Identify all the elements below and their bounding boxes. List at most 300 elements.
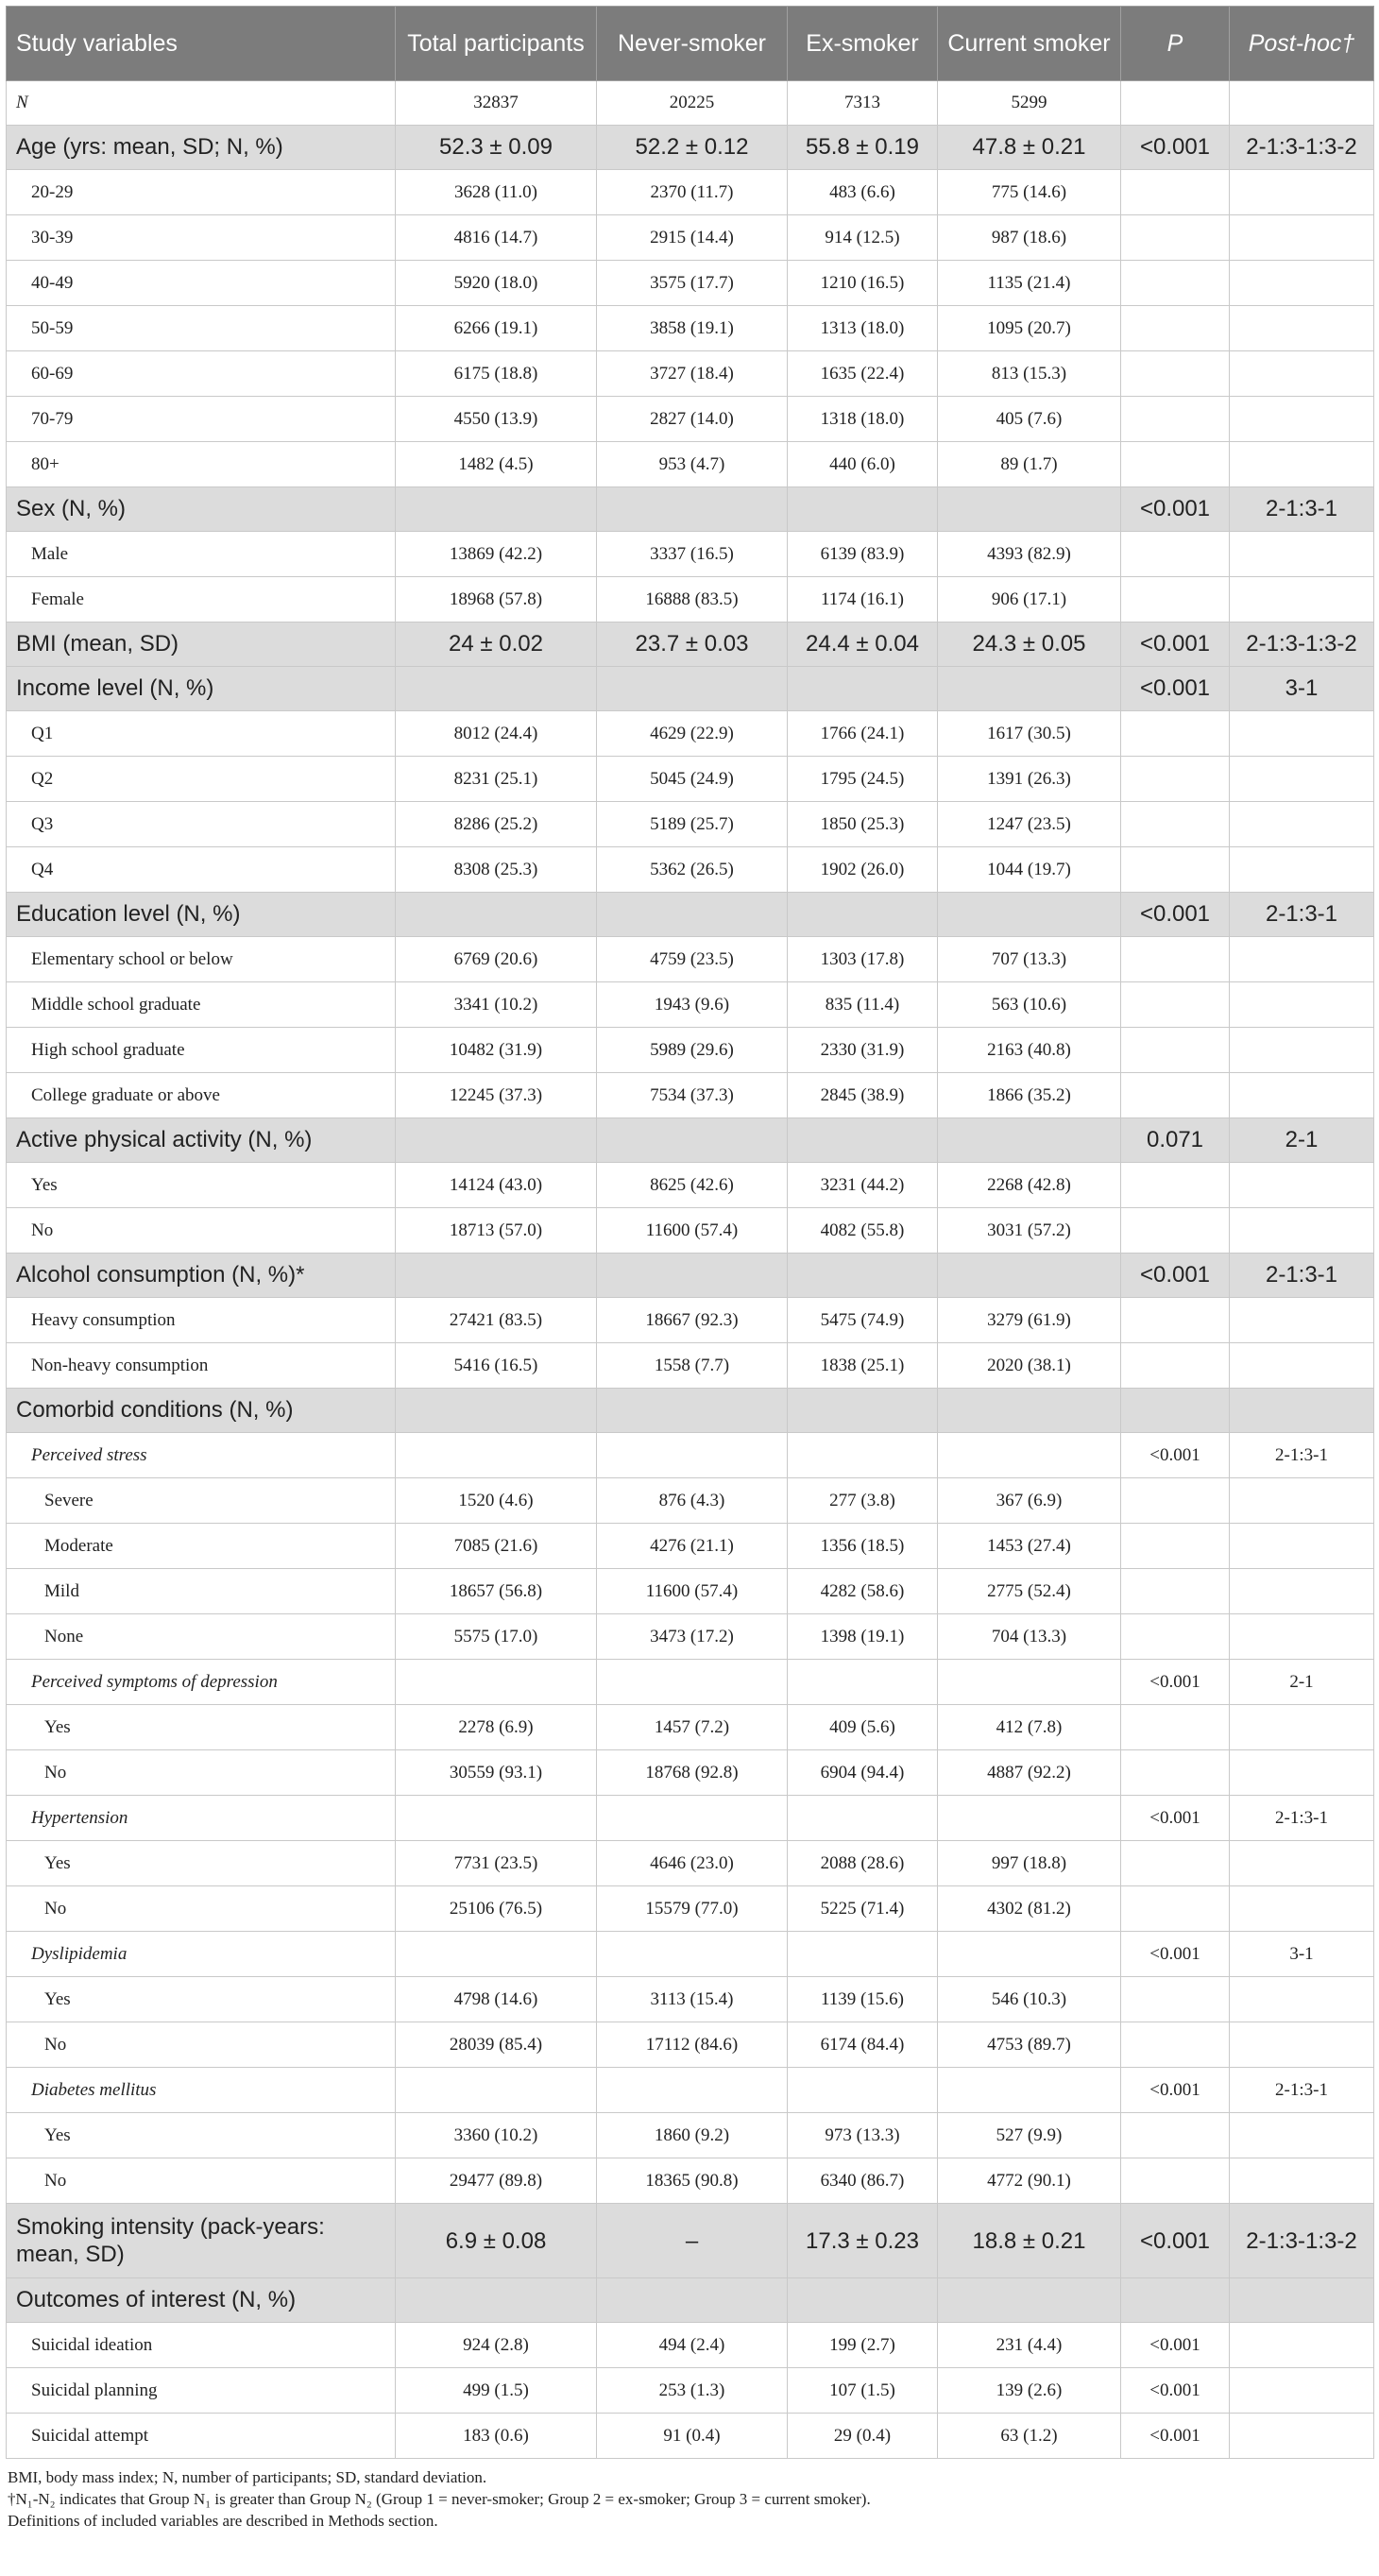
- cell-posthoc: [1230, 261, 1374, 306]
- cell-total: 8231 (25.1): [396, 757, 597, 802]
- row-label: Yes: [7, 1705, 396, 1750]
- cell-ex: 3231 (44.2): [788, 1163, 938, 1208]
- cell-posthoc: [1230, 215, 1374, 261]
- cell-never: 253 (1.3): [597, 2368, 788, 2414]
- cell-ex: 55.8 ± 0.19: [788, 126, 938, 170]
- row-label: Severe: [7, 1478, 396, 1524]
- cell-total: [396, 1389, 597, 1433]
- cell-ex: [788, 2068, 938, 2113]
- cell-total: 25106 (76.5): [396, 1886, 597, 1932]
- table-row: [7, 306, 1374, 351]
- cell-never: 3727 (18.4): [597, 351, 788, 397]
- cell-never: 11600 (57.4): [597, 1208, 788, 1254]
- cell-current: [938, 1389, 1121, 1433]
- row-label: N: [7, 81, 396, 126]
- cell-current: 1044 (19.7): [938, 847, 1121, 893]
- cell-current: 4753 (89.7): [938, 2022, 1121, 2068]
- cell-current: [938, 1118, 1121, 1163]
- cell-p: [1121, 2158, 1230, 2204]
- cell-never: [597, 893, 788, 937]
- cell-posthoc: 2-1:3-1:3-2: [1230, 623, 1374, 667]
- row-label: No: [7, 1208, 396, 1254]
- cell-total: 5416 (16.5): [396, 1343, 597, 1389]
- cell-posthoc: [1230, 847, 1374, 893]
- cell-ex: 409 (5.6): [788, 1705, 938, 1750]
- row-label: Q3: [7, 802, 396, 847]
- cell-current: [938, 1660, 1121, 1705]
- cell-total: 924 (2.8): [396, 2323, 597, 2368]
- cell-p: [1121, 1163, 1230, 1208]
- table-row-n: [7, 81, 1374, 126]
- section-smoking: [7, 2204, 1374, 2278]
- cell-never: 4276 (21.1): [597, 1524, 788, 1569]
- cell-p: [1121, 1614, 1230, 1660]
- row-label: Suicidal planning: [7, 2368, 396, 2414]
- cell-p: [1121, 2022, 1230, 2068]
- cell-ex: 277 (3.8): [788, 1478, 938, 1524]
- cell-p: <0.001: [1121, 2204, 1230, 2278]
- cell-ex: 6139 (83.9): [788, 532, 938, 577]
- row-label: No: [7, 2158, 396, 2204]
- row-label: Male: [7, 532, 396, 577]
- cell-p: [1121, 1977, 1230, 2022]
- row-label: Perceived symptoms of depression: [7, 1660, 396, 1705]
- section-comorbid: [7, 1389, 1374, 1433]
- cell-ex: 4282 (58.6): [788, 1569, 938, 1614]
- cell-total: [396, 2278, 597, 2323]
- cell-p: <0.001: [1121, 2323, 1230, 2368]
- cell-current: 4302 (81.2): [938, 1886, 1121, 1932]
- row-label: Suicidal ideation: [7, 2323, 396, 2368]
- header-posthoc: Post-hoc†: [1230, 7, 1374, 81]
- cell-posthoc: [1230, 351, 1374, 397]
- cell-never: [597, 1118, 788, 1163]
- row-label: College graduate or above: [7, 1073, 396, 1118]
- cell-total: [396, 2068, 597, 2113]
- cell-never: 1943 (9.6): [597, 982, 788, 1028]
- cell-never: 3337 (16.5): [597, 532, 788, 577]
- row-label: Moderate: [7, 1524, 396, 1569]
- cell-never: 5989 (29.6): [597, 1028, 788, 1073]
- table-row: [7, 2368, 1374, 2414]
- row-label: Smoking intensity (pack-years: mean, SD): [7, 2204, 396, 2278]
- cell-ex: 1303 (17.8): [788, 937, 938, 982]
- header-ex: Ex-smoker: [788, 7, 938, 81]
- cell-ex: 1139 (15.6): [788, 1977, 938, 2022]
- cell-total: 1482 (4.5): [396, 442, 597, 487]
- cell-p: [1121, 1569, 1230, 1614]
- table-row: [7, 261, 1374, 306]
- section-activity: [7, 1118, 1374, 1163]
- cell-current: 89 (1.7): [938, 442, 1121, 487]
- table-row: [7, 2022, 1374, 2068]
- cell-current: 4393 (82.9): [938, 532, 1121, 577]
- cell-p: <0.001: [1121, 2414, 1230, 2459]
- cell-never: 23.7 ± 0.03: [597, 623, 788, 667]
- cell-never: [597, 2278, 788, 2323]
- cell-p: [1121, 937, 1230, 982]
- cell-never: 16888 (83.5): [597, 577, 788, 623]
- cell-never: 3575 (17.7): [597, 261, 788, 306]
- cell-never: [597, 1254, 788, 1298]
- cell-never: [597, 2068, 788, 2113]
- cell-posthoc: [1230, 982, 1374, 1028]
- cell-current: 813 (15.3): [938, 351, 1121, 397]
- cell-current: 231 (4.4): [938, 2323, 1121, 2368]
- cell-never: 7534 (37.3): [597, 1073, 788, 1118]
- cell-total: 18968 (57.8): [396, 577, 597, 623]
- cell-never: 876 (4.3): [597, 1478, 788, 1524]
- table-row: [7, 2323, 1374, 2368]
- cell-p: [1121, 1750, 1230, 1796]
- cell-never: [597, 667, 788, 711]
- cell-total: 24 ± 0.02: [396, 623, 597, 667]
- category-hypertension: [7, 1796, 1374, 1841]
- cell-p: [1121, 1478, 1230, 1524]
- cell-never: 8625 (42.6): [597, 1163, 788, 1208]
- cell-ex: 7313: [788, 81, 938, 126]
- cell-ex: 6904 (94.4): [788, 1750, 938, 1796]
- row-label: No: [7, 1750, 396, 1796]
- cell-ex: 440 (6.0): [788, 442, 938, 487]
- cell-current: 1135 (21.4): [938, 261, 1121, 306]
- row-label: 70-79: [7, 397, 396, 442]
- section-bmi: [7, 623, 1374, 667]
- cell-current: 704 (13.3): [938, 1614, 1121, 1660]
- cell-current: 1247 (23.5): [938, 802, 1121, 847]
- cell-total: 32837: [396, 81, 597, 126]
- header-never: Never-smoker: [597, 7, 788, 81]
- section-age: [7, 126, 1374, 170]
- table-row: [7, 442, 1374, 487]
- cell-p: <0.001: [1121, 667, 1230, 711]
- cell-ex: 29 (0.4): [788, 2414, 938, 2459]
- cell-p: <0.001: [1121, 1660, 1230, 1705]
- cell-p: <0.001: [1121, 126, 1230, 170]
- cell-posthoc: [1230, 2158, 1374, 2204]
- cell-posthoc: [1230, 1073, 1374, 1118]
- cell-never: –: [597, 2204, 788, 2278]
- cell-total: 10482 (31.9): [396, 1028, 597, 1073]
- note-definitions: Definitions of included variables are described in Methods section.: [8, 2512, 438, 2530]
- row-label: BMI (mean, SD): [7, 623, 396, 667]
- cell-ex: 1398 (19.1): [788, 1614, 938, 1660]
- category-stress: [7, 1433, 1374, 1478]
- cell-current: 3279 (61.9): [938, 1298, 1121, 1343]
- cell-posthoc: [1230, 1614, 1374, 1660]
- cell-current: 47.8 ± 0.21: [938, 126, 1121, 170]
- cell-never: 1860 (9.2): [597, 2113, 788, 2158]
- cell-never: 4759 (23.5): [597, 937, 788, 982]
- cell-p: [1121, 2278, 1230, 2323]
- cell-posthoc: [1230, 1705, 1374, 1750]
- cell-total: 6175 (18.8): [396, 351, 597, 397]
- cell-posthoc: [1230, 1389, 1374, 1433]
- table-row: [7, 802, 1374, 847]
- cell-posthoc: [1230, 2278, 1374, 2323]
- cell-ex: 24.4 ± 0.04: [788, 623, 938, 667]
- cell-ex: 1850 (25.3): [788, 802, 938, 847]
- cell-ex: 17.3 ± 0.23: [788, 2204, 938, 2278]
- cell-current: 1095 (20.7): [938, 306, 1121, 351]
- cell-p: [1121, 1886, 1230, 1932]
- table-body: [7, 81, 1374, 2459]
- cell-posthoc: 2-1:3-1: [1230, 893, 1374, 937]
- cell-total: [396, 1796, 597, 1841]
- cell-current: 3031 (57.2): [938, 1208, 1121, 1254]
- cell-current: 1617 (30.5): [938, 711, 1121, 757]
- cell-posthoc: 2-1:3-1: [1230, 2068, 1374, 2113]
- cell-never: 4646 (23.0): [597, 1841, 788, 1886]
- cell-ex: [788, 667, 938, 711]
- table-row: [7, 937, 1374, 982]
- cell-current: 2268 (42.8): [938, 1163, 1121, 1208]
- row-label: Income level (N, %): [7, 667, 396, 711]
- table-row: [7, 397, 1374, 442]
- row-label: 80+: [7, 442, 396, 487]
- row-label: 50-59: [7, 306, 396, 351]
- cell-current: 24.3 ± 0.05: [938, 623, 1121, 667]
- cell-p: [1121, 170, 1230, 215]
- cell-current: 906 (17.1): [938, 577, 1121, 623]
- cell-p: [1121, 1841, 1230, 1886]
- table-notes: [8, 2466, 1368, 2532]
- cell-current: 412 (7.8): [938, 1705, 1121, 1750]
- cell-posthoc: [1230, 1163, 1374, 1208]
- table-row: [7, 1163, 1374, 1208]
- cell-ex: [788, 1389, 938, 1433]
- cell-current: [938, 1254, 1121, 1298]
- cell-posthoc: [1230, 2113, 1374, 2158]
- cell-never: 20225: [597, 81, 788, 126]
- cell-never: [597, 487, 788, 532]
- characteristics-table: [6, 6, 1374, 2459]
- cell-posthoc: [1230, 397, 1374, 442]
- row-label: Q1: [7, 711, 396, 757]
- cell-posthoc: [1230, 81, 1374, 126]
- cell-never: 2370 (11.7): [597, 170, 788, 215]
- cell-ex: 199 (2.7): [788, 2323, 938, 2368]
- cell-posthoc: [1230, 1750, 1374, 1796]
- cell-ex: 1635 (22.4): [788, 351, 938, 397]
- cell-current: 63 (1.2): [938, 2414, 1121, 2459]
- table-row: [7, 1478, 1374, 1524]
- table-row: [7, 1750, 1374, 1796]
- cell-current: 5299: [938, 81, 1121, 126]
- cell-p: <0.001: [1121, 1932, 1230, 1977]
- cell-p: <0.001: [1121, 2368, 1230, 2414]
- table-row: [7, 1073, 1374, 1118]
- category-dyslipidemia: [7, 1932, 1374, 1977]
- cell-never: 5189 (25.7): [597, 802, 788, 847]
- cell-posthoc: 2-1: [1230, 1118, 1374, 1163]
- cell-p: [1121, 982, 1230, 1028]
- cell-total: 5575 (17.0): [396, 1614, 597, 1660]
- table-row: [7, 1977, 1374, 2022]
- cell-posthoc: [1230, 1478, 1374, 1524]
- cell-current: 707 (13.3): [938, 937, 1121, 982]
- cell-current: 2163 (40.8): [938, 1028, 1121, 1073]
- cell-current: 4772 (90.1): [938, 2158, 1121, 2204]
- cell-posthoc: [1230, 1343, 1374, 1389]
- cell-never: 5362 (26.5): [597, 847, 788, 893]
- row-label: Female: [7, 577, 396, 623]
- section-alcohol: [7, 1254, 1374, 1298]
- cell-ex: 2330 (31.9): [788, 1028, 938, 1073]
- cell-ex: 1210 (16.5): [788, 261, 938, 306]
- cell-ex: 914 (12.5): [788, 215, 938, 261]
- cell-ex: 5475 (74.9): [788, 1298, 938, 1343]
- row-label: Heavy consumption: [7, 1298, 396, 1343]
- cell-total: 3360 (10.2): [396, 2113, 597, 2158]
- cell-current: [938, 2068, 1121, 2113]
- cell-posthoc: [1230, 2323, 1374, 2368]
- cell-p: [1121, 847, 1230, 893]
- cell-total: 6.9 ± 0.08: [396, 2204, 597, 2278]
- cell-posthoc: [1230, 306, 1374, 351]
- table-row: [7, 711, 1374, 757]
- table-row: [7, 577, 1374, 623]
- cell-total: 4816 (14.7): [396, 215, 597, 261]
- cell-ex: 1795 (24.5): [788, 757, 938, 802]
- table-row: [7, 1298, 1374, 1343]
- table-row: [7, 2158, 1374, 2204]
- cell-posthoc: 3-1: [1230, 1932, 1374, 1977]
- cell-total: [396, 893, 597, 937]
- row-label: Non-heavy consumption: [7, 1343, 396, 1389]
- cell-posthoc: [1230, 1028, 1374, 1073]
- cell-p: [1121, 532, 1230, 577]
- cell-p: <0.001: [1121, 1796, 1230, 1841]
- cell-posthoc: [1230, 711, 1374, 757]
- cell-posthoc: [1230, 1841, 1374, 1886]
- cell-posthoc: [1230, 2368, 1374, 2414]
- cell-ex: 1174 (16.1): [788, 577, 938, 623]
- cell-never: 1558 (7.7): [597, 1343, 788, 1389]
- cell-never: 5045 (24.9): [597, 757, 788, 802]
- cell-posthoc: 2-1:3-1: [1230, 1254, 1374, 1298]
- cell-never: [597, 1796, 788, 1841]
- cell-ex: 1356 (18.5): [788, 1524, 938, 1569]
- cell-posthoc: [1230, 1524, 1374, 1569]
- cell-p: [1121, 306, 1230, 351]
- header-total: Total participants: [396, 7, 597, 81]
- cell-ex: 6340 (86.7): [788, 2158, 938, 2204]
- table-row: [7, 1705, 1374, 1750]
- row-label: Outcomes of interest (N, %): [7, 2278, 396, 2323]
- section-sex: [7, 487, 1374, 532]
- row-label: Suicidal attempt: [7, 2414, 396, 2459]
- table-row: [7, 982, 1374, 1028]
- cell-total: 52.3 ± 0.09: [396, 126, 597, 170]
- cell-ex: [788, 1660, 938, 1705]
- cell-ex: [788, 487, 938, 532]
- cell-posthoc: [1230, 577, 1374, 623]
- section-education: [7, 893, 1374, 937]
- cell-total: [396, 1660, 597, 1705]
- cell-total: [396, 667, 597, 711]
- cell-p: <0.001: [1121, 623, 1230, 667]
- cell-p: [1121, 2113, 1230, 2158]
- row-label: Perceived stress: [7, 1433, 396, 1478]
- cell-p: [1121, 442, 1230, 487]
- cell-total: 30559 (93.1): [396, 1750, 597, 1796]
- cell-never: 494 (2.4): [597, 2323, 788, 2368]
- cell-p: [1121, 1389, 1230, 1433]
- cell-total: [396, 1118, 597, 1163]
- cell-total: 18657 (56.8): [396, 1569, 597, 1614]
- cell-posthoc: [1230, 1886, 1374, 1932]
- cell-posthoc: [1230, 937, 1374, 982]
- cell-posthoc: 2-1:3-1: [1230, 1433, 1374, 1478]
- row-label: Dyslipidemia: [7, 1932, 396, 1977]
- row-label: 20-29: [7, 170, 396, 215]
- row-label: 40-49: [7, 261, 396, 306]
- cell-current: 546 (10.3): [938, 1977, 1121, 2022]
- cell-total: 6769 (20.6): [396, 937, 597, 982]
- cell-total: 12245 (37.3): [396, 1073, 597, 1118]
- cell-never: 52.2 ± 0.12: [597, 126, 788, 170]
- cell-total: 6266 (19.1): [396, 306, 597, 351]
- cell-current: 563 (10.6): [938, 982, 1121, 1028]
- cell-current: 139 (2.6): [938, 2368, 1121, 2414]
- cell-total: 4550 (13.9): [396, 397, 597, 442]
- cell-p: [1121, 1073, 1230, 1118]
- cell-never: 15579 (77.0): [597, 1886, 788, 1932]
- cell-total: 8286 (25.2): [396, 802, 597, 847]
- cell-ex: 107 (1.5): [788, 2368, 938, 2414]
- cell-ex: [788, 1433, 938, 1478]
- cell-current: 1866 (35.2): [938, 1073, 1121, 1118]
- table-row: [7, 1841, 1374, 1886]
- cell-never: 953 (4.7): [597, 442, 788, 487]
- table-row: [7, 847, 1374, 893]
- table-row: [7, 1886, 1374, 1932]
- header-p: P: [1121, 7, 1230, 81]
- cell-posthoc: [1230, 442, 1374, 487]
- row-label: Q2: [7, 757, 396, 802]
- category-depression: [7, 1660, 1374, 1705]
- cell-p: [1121, 1343, 1230, 1389]
- row-label: Diabetes mellitus: [7, 2068, 396, 2113]
- cell-p: [1121, 1208, 1230, 1254]
- cell-posthoc: 2-1:3-1:3-2: [1230, 126, 1374, 170]
- cell-never: 18768 (92.8): [597, 1750, 788, 1796]
- table-row: [7, 1524, 1374, 1569]
- cell-current: [938, 487, 1121, 532]
- cell-ex: [788, 2278, 938, 2323]
- cell-total: 2278 (6.9): [396, 1705, 597, 1750]
- row-label: Age (yrs: mean, SD; N, %): [7, 126, 396, 170]
- row-label: Elementary school or below: [7, 937, 396, 982]
- cell-total: [396, 487, 597, 532]
- cell-never: [597, 1433, 788, 1478]
- cell-never: [597, 1389, 788, 1433]
- cell-p: [1121, 1705, 1230, 1750]
- row-label: Comorbid conditions (N, %): [7, 1389, 396, 1433]
- cell-total: 5920 (18.0): [396, 261, 597, 306]
- cell-total: 7731 (23.5): [396, 1841, 597, 1886]
- cell-ex: 1318 (18.0): [788, 397, 938, 442]
- cell-posthoc: [1230, 2414, 1374, 2459]
- cell-total: 13869 (42.2): [396, 532, 597, 577]
- cell-never: 3113 (15.4): [597, 1977, 788, 2022]
- section-outcomes: [7, 2278, 1374, 2323]
- category-diabetes: [7, 2068, 1374, 2113]
- cell-ex: [788, 1932, 938, 1977]
- table-row: [7, 1028, 1374, 1073]
- row-label: Education level (N, %): [7, 893, 396, 937]
